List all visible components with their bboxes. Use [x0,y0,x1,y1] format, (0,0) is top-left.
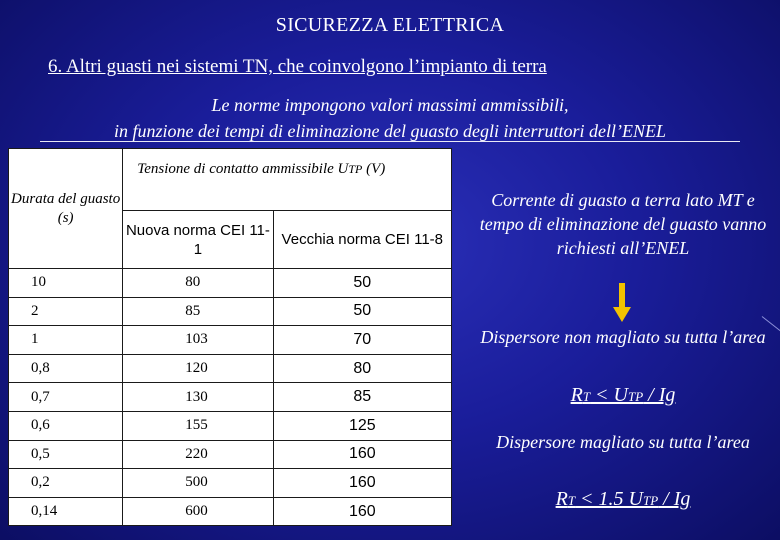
tension-header: Tensione di contatto ammissibile UTP (V) [123,149,452,211]
new-norm-cell: 80 [123,269,273,298]
formula-meshed: RT < 1.5 UTP / Ig [555,488,691,510]
table-row [9,326,452,355]
table-row [9,297,452,326]
old-norm-cell: 160 [273,469,451,498]
old-norm-cell: 70 [273,326,451,355]
table-row [9,469,452,498]
table-row [9,354,452,383]
new-norm-cell: 85 [123,297,273,326]
table-row [9,440,452,469]
duration-cell: 1 [9,326,123,355]
new-norm-cell: 220 [123,440,273,469]
old-norm-cell: 50 [273,269,451,298]
duration-cell: 0,7 [9,383,123,412]
intro-line-1: Le norme impongono valori massimi ammissibili, [211,95,569,115]
duration-cell: 0,14 [9,497,123,526]
new-norm-header: Nuova norma CEI 11-1 [123,211,273,269]
old-norm-cell: 160 [273,440,451,469]
duration-cell: 0,2 [9,469,123,498]
old-norm-cell: 85 [273,383,451,412]
old-norm-cell: 50 [273,297,451,326]
formula-non-meshed: RT < UTP / Ig [570,384,676,406]
fault-current-note: Corrente di guasto a terra lato MT e tempo di eliminazione del guasto vanno richiesti all’ENEL [479,190,767,258]
intro-divider [40,141,740,142]
new-norm-cell: 103 [123,326,273,355]
voltage-table [8,148,452,526]
new-norm-cell: 130 [123,383,273,412]
section-subtitle: 6. Altri guasti nei sistemi TN, che coinvolgono l’impianto di terra [48,56,547,77]
meshed-earth-note: Dispersore magliato su tutta l’area [496,432,750,452]
duration-cell: 0,8 [9,354,123,383]
new-norm-cell: 500 [123,469,273,498]
old-norm-header: Vecchia norma CEI 11-8 [273,211,451,269]
duration-header: Durata del guasto (s) [9,149,123,269]
table-row [9,411,452,440]
duration-cell: 10 [9,269,123,298]
old-norm-cell: 125 [273,411,451,440]
old-norm-cell: 160 [273,497,451,526]
non-meshed-earth-note: Dispersore non magliato su tutta l’area [480,327,766,347]
slide-title: SICUREZZA ELETTRICA [275,14,505,36]
intro-line-2: in funzione dei tempi di eliminazione del guasto degli interruttori dell’ENEL [114,121,666,141]
table-row [9,497,452,526]
down-arrow-icon [612,283,632,323]
new-norm-cell: 155 [123,411,273,440]
new-norm-cell: 600 [123,497,273,526]
table-header-row [9,149,452,211]
duration-cell: 0,5 [9,440,123,469]
table-row [9,383,452,412]
old-norm-cell: 80 [273,354,451,383]
intro-text [0,92,780,144]
duration-cell: 2 [9,297,123,326]
table-row [9,269,452,298]
new-norm-cell: 120 [123,354,273,383]
duration-cell: 0,6 [9,411,123,440]
